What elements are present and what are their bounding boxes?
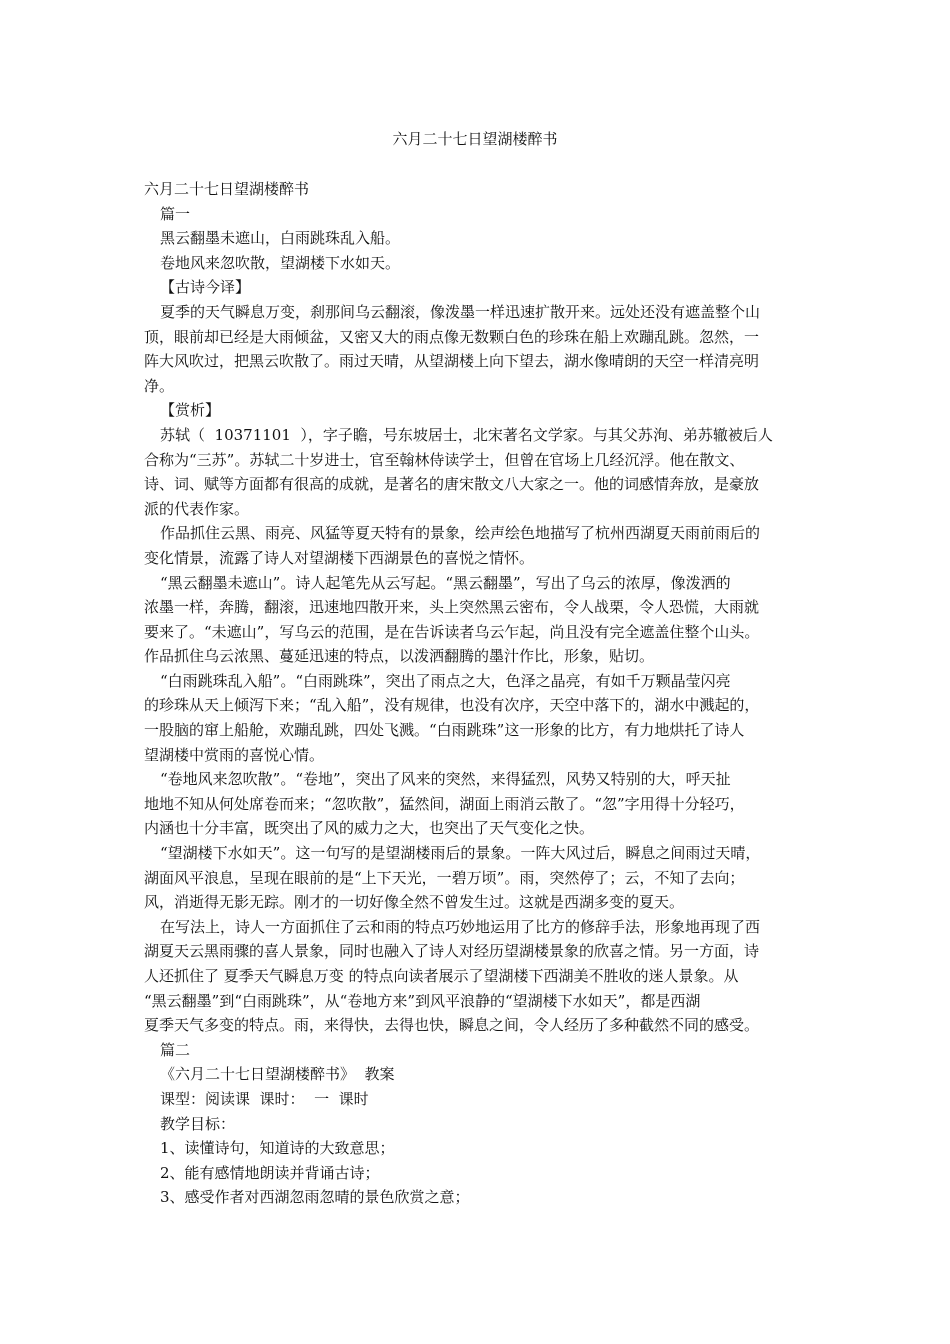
text-line: 诗、词、赋等方面都有很高的成就，是著名的唐宋散文八大家之一。他的词感情奔放，是豪放 — [144, 475, 760, 494]
text-line: 《六月二十七日望湖楼醉书》 教案 — [160, 1065, 395, 1084]
text-line: 内涵也十分丰富，既突出了风的威力之大，也突出了天气变化之快。 — [144, 819, 595, 838]
text-line: 篇一 — [160, 204, 191, 223]
text-line: 作品抓住云黑、雨亮、风猛等夏天特有的景象，绘声绘色地描写了杭州西湖夏天雨前雨后的 — [160, 524, 761, 543]
text-line: “白雨跳珠乱入船”。“白雨跳珠”，突出了雨点之大，色泽之晶亮，有如千万颗晶莹闪亮 — [160, 671, 731, 690]
text-line: 夏季的天气瞬息万变，刹那间乌云翻滚，像泼墨一样迅速扩散开来。远处还没有遮盖整个山 — [160, 302, 761, 321]
text-line: 教学目标： — [160, 1114, 236, 1133]
text-line: 风，消逝得无影无踪。刚才的一切好像全然不曾发生过。这就是西湖多变的夏天。 — [144, 893, 685, 912]
text-line: 望湖楼中赏雨的喜悦心情。 — [144, 745, 325, 764]
text-line: 派的代表作家。 — [144, 499, 250, 518]
text-line: 湖夏天云黑雨骤的喜人景象，同时也融入了诗人对经历望湖楼景象的欣喜之情。另一方面，诗 — [144, 942, 760, 961]
text-line: 一股脑的窜上船舱，欢蹦乱跳，四处飞溅。“白雨跳珠”这一形象的比方，有力地烘托了诗人 — [144, 721, 745, 740]
text-line: “黑云翻墨未遮山”。诗人起笔先从云写起。“黑云翻墨”，写出了乌云的浓厚，像泼洒的 — [160, 573, 731, 592]
text-line: 地地不知从何处席卷而来；“忽吹散”，猛然间，湖面上雨消云散了。“忽”字用得十分轻巧， — [144, 794, 745, 813]
text-line: 变化情景，流露了诗人对望湖楼下西湖景色的喜悦之情怀。 — [144, 548, 535, 567]
text-line: 黑云翻墨未遮山，白雨跳珠乱入船。 — [160, 229, 401, 248]
text-line: 【古诗今译】 — [160, 278, 251, 297]
text-line: 六月二十七日望湖楼醉书 — [144, 180, 310, 198]
text-line: 的珍珠从天上倾泻下来；“乱入船”，没有规律，也没有次序，天空中落下的，湖水中溅起的， — [144, 696, 760, 715]
text-line: 夏季天气多变的特点。雨，来得快，去得也快，瞬息之间，令人经历了多种截然不同的感受。 — [144, 1016, 760, 1035]
text-line: “望湖楼下水如天”。这一句写的是望湖楼雨后的景象。一阵大风过后，瞬息之间雨过天晴， — [160, 844, 761, 863]
text-line: 净。 — [144, 376, 175, 395]
text-line: 篇二 — [160, 1040, 191, 1059]
text-line: 合称为“三苏”。苏轼二十岁进士，官至翰林侍读学士，但曾在官场上几经沉浮。他在散文、 — [144, 450, 745, 469]
text-line: 浓墨一样，奔腾，翻滚，迅速地四散开来，头上突然黑云密布，令人战栗，令人恐慌，大雨就 — [144, 598, 760, 617]
text-line: “黑云翻墨”到“白雨跳珠”，从“卷地方来”到风平浪静的“望湖楼下水如天”，都是西湖 — [144, 991, 701, 1010]
text-line: “卷地风来忽吹散”。“卷地”，突出了风来的突然，来得猛烈，风势又特别的大，呼天扯 — [160, 770, 731, 789]
text-line: 作品抓住乌云浓黑、蔓延迅速的特点，以泼洒翻腾的墨汁作比，形象，贴切。 — [144, 647, 655, 666]
text-line: 湖面风平浪息，呈现在眼前的是“上下天光，一碧万顷”。雨，突然停了；云，不知了去向； — [144, 868, 745, 887]
text-line: 课型：阅读课 课时： 一 课时 — [160, 1089, 369, 1108]
text-line: 【赏析】 — [160, 401, 221, 420]
text-line: 顶，眼前却已经是大雨倾盆，又密又大的雨点像无数颗白色的珍珠在船上欢蹦乱跳。忽然，一 — [144, 327, 760, 346]
text-line: 1、读懂诗句，知道诗的大致意思； — [160, 1139, 395, 1158]
text-line: 人还抓住了 夏季天气瞬息万变 的特点向读者展示了望湖楼下西湖美不胜收的迷人景象。从 — [144, 967, 739, 985]
text-line: 2、能有感情地朗读并背诵古诗； — [160, 1163, 380, 1182]
text-line: 卷地风来忽吹散，望湖楼下水如天。 — [160, 253, 401, 272]
text-line: 在写法上，诗人一方面抓住了云和雨的特点巧妙地运用了比方的修辞手法，形象地再现了西 — [160, 917, 761, 936]
text-line: 3、感受作者对西湖忽雨忽晴的景色欣赏之意； — [160, 1188, 470, 1207]
text-line: 阵大风吹过，把黑云吹散了。雨过天晴，从望湖楼上向下望去，湖水像晴朗的天空一样清亮明 — [144, 352, 760, 371]
text-line: 苏轼（ 10371101 ），字子瞻，号东坡居士，北宋著名文学家。与其父苏洵、弟苏辙被后人 — [160, 425, 773, 444]
text-line: 要来了。“未遮山”，写乌云的范围，是在告诉读者乌云乍起，尚且没有完全遮盖住整个山头。 — [144, 622, 760, 641]
document-body — [144, 177, 806, 1210]
page-title: 六月二十七日望湖楼醉书 — [392, 130, 558, 148]
